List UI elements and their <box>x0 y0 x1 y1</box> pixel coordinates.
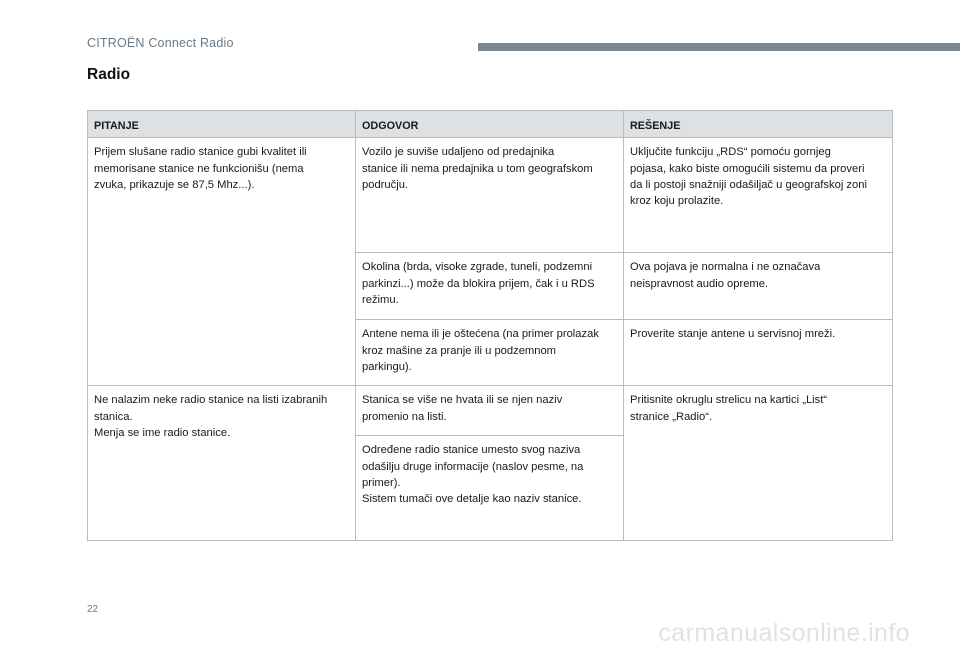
column-header-answer: ODGOVOR <box>356 111 624 138</box>
solution-cell <box>624 138 893 253</box>
watermark-text: carmanualsonline.info <box>658 619 910 647</box>
question-text: Prijem slušane radio stanice gubi kvalitet ili memorisane stanice ne funkcionišu (nema zvuka, prikazuje se 87,5 Mhz...). <box>94 146 307 191</box>
solution-text: Ova pojava je normalna i ne označava neispravnost audio opreme. <box>630 261 821 290</box>
section-title: Radio <box>87 66 131 83</box>
answer-cell <box>356 138 624 253</box>
document-header-title: CITROËN Connect Radio <box>87 36 234 50</box>
solution-cell <box>624 253 893 320</box>
answer-text: Vozilo je suviše udaljeno od predajnika stanice ili nema predajnika u tom geografskom području. <box>362 146 593 191</box>
page-number: 22 <box>87 604 99 615</box>
answer-cell <box>356 320 624 386</box>
solution-text: Pritisnite okruglu strelicu na kartici „List“ stranice „Radio“. <box>630 394 828 423</box>
answer-text: Antene nema ili je oštećena (na primer prolazak kroz mašine za pranje ili u podzemnom parkingu). <box>362 328 599 373</box>
solution-text: Proverite stanje antene u servisnoj mreži. <box>630 328 836 341</box>
table-row <box>88 386 893 436</box>
answer-cell <box>356 386 624 436</box>
header-divider-bar <box>478 43 960 51</box>
solution-text: Uključite funkciju „RDS“ pomoću gornjeg pojasa, kako biste omogućili sistemu da proveri da li postoji snažniji odašiljač u geografskoj zoni kroz koju prolazite. <box>630 146 867 208</box>
answer-text: Određene radio stanice umesto svog naziva odašilju druge informacije (naslov pesme, na primer). Sistem tumači ove detalje kao naziv stanice. <box>362 444 584 506</box>
troubleshooting-table <box>87 110 893 541</box>
answer-text: Okolina (brda, visoke zgrade, tuneli, podzemni parkinzi...) može da blokira prijem, čak i u RDS režimu. <box>362 261 595 306</box>
solution-cell <box>624 386 893 541</box>
column-header-solution: REŠENJE <box>624 111 893 138</box>
column-header-question: PITANJE <box>88 111 356 138</box>
table-header-row <box>88 111 893 138</box>
answer-cell <box>356 253 624 320</box>
answer-text: Stanica se više ne hvata ili se njen naziv promenio na listi. <box>362 394 563 423</box>
question-cell <box>88 138 356 386</box>
solution-cell <box>624 320 893 386</box>
answer-cell <box>356 436 624 541</box>
question-cell <box>88 386 356 541</box>
table-row <box>88 138 893 253</box>
question-text: Ne nalazim neke radio stanice na listi izabranih stanica. Menja se ime radio stanice. <box>94 394 328 439</box>
